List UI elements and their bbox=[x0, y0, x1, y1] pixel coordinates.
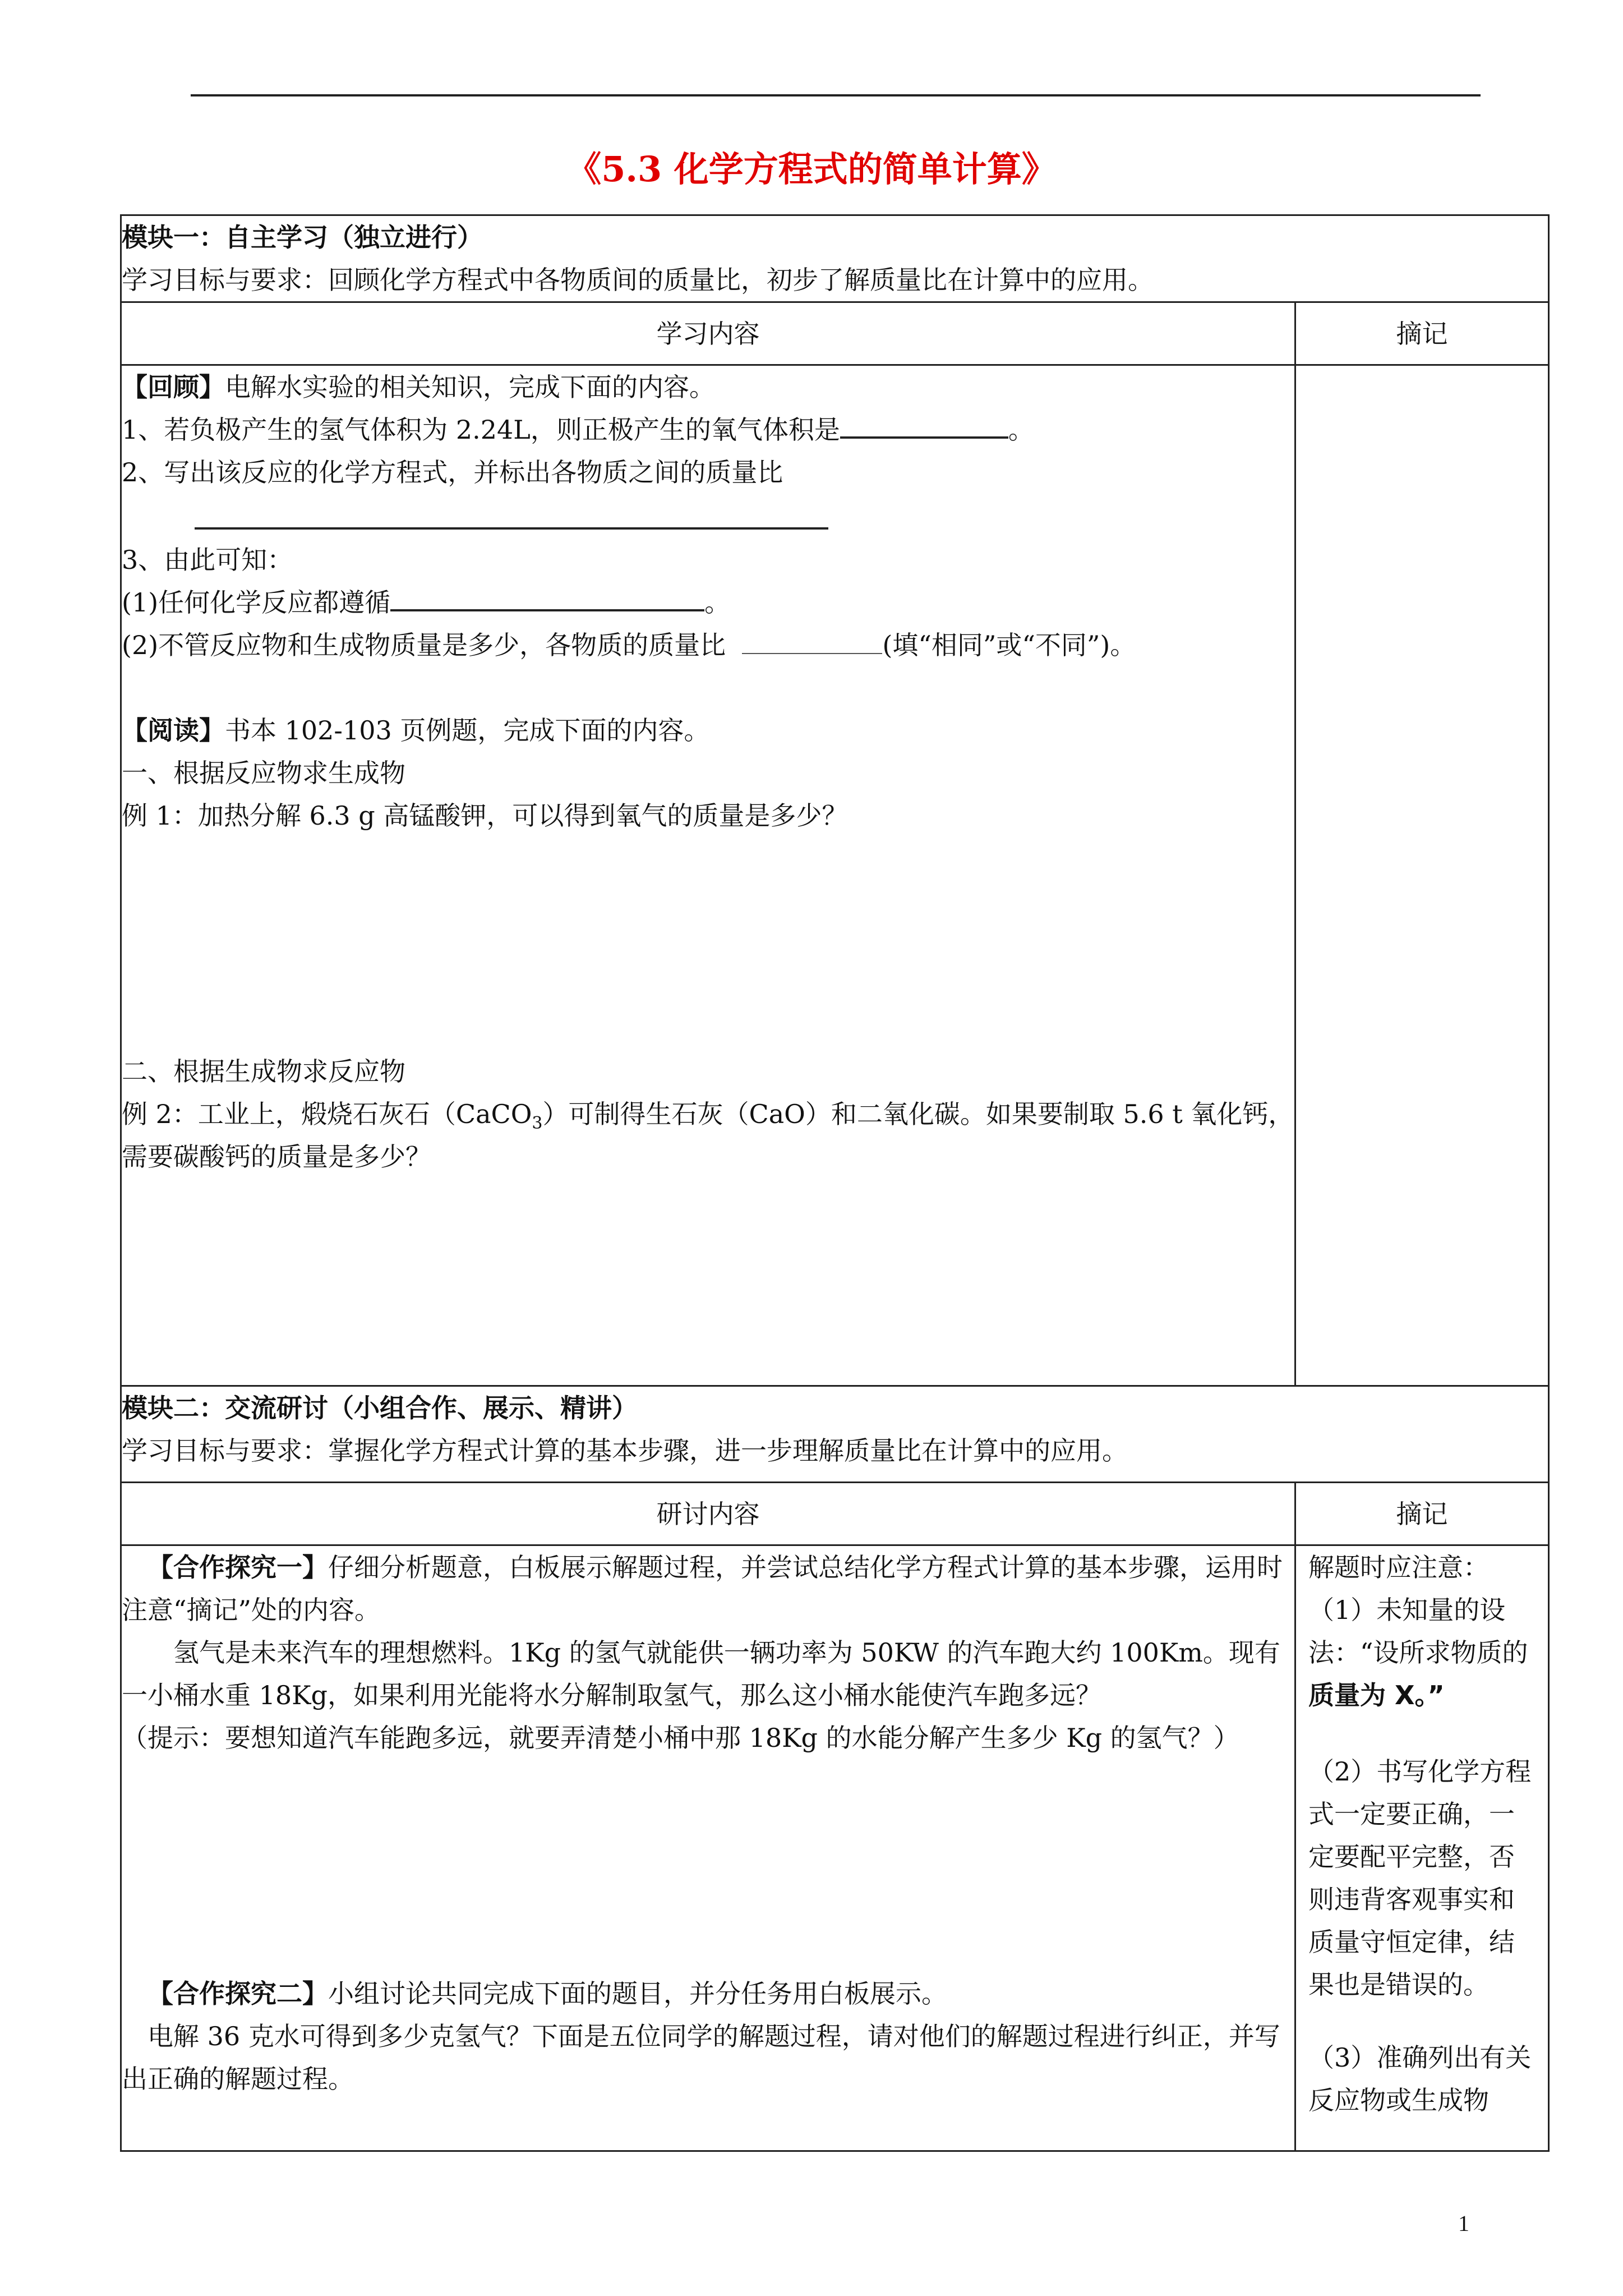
note-3: （3）准确列出有关反应物或生成物 bbox=[1308, 2042, 1532, 2115]
example-2: 例 2：工业上，煅烧石灰石（CaCO$_3$）可制得生石灰（CaO）和二氧化碳。如果要制取 5.6 t 氧化钙，需要碳酸钙的质量是多少？ bbox=[122, 1099, 1294, 1172]
review-label: 【回顾】 bbox=[122, 372, 225, 402]
read-label: 【阅读】 bbox=[122, 715, 225, 746]
module1-title: 模块一：自主学习（独立进行） bbox=[122, 222, 483, 252]
section-1-title: 一、根据反应物求生成物 bbox=[122, 758, 405, 788]
answer-blank-1[interactable] bbox=[840, 412, 1008, 439]
module1-content-header: 学习内容 bbox=[121, 302, 1295, 365]
coop1-label: 【合作探究一】 bbox=[147, 1552, 328, 1582]
question-3-1: (1)任何化学反应都遵循 bbox=[122, 587, 391, 618]
page-title: 《5.3 化学方程式的简单计算》 bbox=[566, 149, 1057, 190]
question-3-2: (2)不管反应物和生成物质量是多少，各物质的质量比 bbox=[122, 630, 726, 660]
coop2-text: 小组讨论共同完成下面的题目，并分任务用白板展示。 bbox=[328, 1978, 947, 2009]
answer-blank-3-1[interactable] bbox=[390, 585, 704, 611]
module2-notes-cell bbox=[1295, 1545, 1549, 2151]
question-2: 2、写出该反应的化学方程式，并标出各物质之间的质量比 bbox=[122, 457, 783, 487]
note-1-emphasis: 质量为 X。” bbox=[1308, 1680, 1445, 1710]
question-3-2-end: (填“相同”或“不同”)。 bbox=[882, 630, 1136, 660]
question-1-end: 。 bbox=[1008, 415, 1034, 445]
coop1-problem: 氢气是未来汽车的理想燃料。1Kg 的氢气就能供一辆功率为 50KW 的汽车跑大约 100Km。现有一小桶水重 18Kg，如果利用光能将水分解制取氢气，那么这小桶水能使汽车跑多远？ bbox=[122, 1637, 1280, 1710]
module1-header bbox=[121, 215, 1549, 302]
module2-content-cell bbox=[121, 1545, 1295, 2151]
question-1: 1、若负极产生的氢气体积为 2.24L，则正极产生的氧气体积是 bbox=[122, 415, 840, 445]
module2-content-header: 研讨内容 bbox=[121, 1483, 1295, 1545]
answer-blank-3-2[interactable] bbox=[742, 628, 882, 654]
coop2-problem: 电解 36 克水可得到多少克氢气？下面是五位同学的解题过程，请对他们的解题过程进行纠正，并写出正确的解题过程。 bbox=[122, 2021, 1280, 2094]
header-rule bbox=[191, 94, 1481, 96]
module1-notes-header: 摘记 bbox=[1295, 302, 1549, 365]
module2-goal: 学习目标与要求：掌握化学方程式计算的基本步骤，进一步理解质量比在计算中的应用。 bbox=[122, 1435, 1128, 1466]
coop1-hint: （提示：要想知道汽车能跑多远，就要弄清楚小桶中那 18Kg 的水能分解产生多少 Kg 的氢气？） bbox=[122, 1723, 1239, 1753]
note-1: （1）未知量的设法：“设所求物质的 bbox=[1308, 1595, 1528, 1668]
notes-head: 解题时应注意： bbox=[1308, 1552, 1489, 1582]
module2-notes-header: 摘记 bbox=[1295, 1483, 1549, 1545]
worksheet-table bbox=[120, 214, 1550, 2152]
example-1-workspace[interactable] bbox=[122, 837, 1294, 1050]
note-2: （2）书写化学方程式一定要正确，一定要配平完整，否则违背客观事实和质量守恒定律，结果也是错误的。 bbox=[1308, 1756, 1532, 2000]
page-number: 1 bbox=[1458, 2211, 1469, 2236]
module2-header bbox=[121, 1386, 1549, 1483]
module1-notes-cell[interactable] bbox=[1295, 365, 1549, 1386]
coop1-workspace[interactable] bbox=[122, 1759, 1294, 1972]
section-2-title: 二、根据生成物求反应物 bbox=[122, 1056, 405, 1087]
answer-line-equation[interactable] bbox=[195, 494, 828, 530]
module1-content-cell bbox=[121, 365, 1295, 1386]
module1-goal: 学习目标与要求：回顾化学方程式中各物质间的质量比，初步了解质量比在计算中的应用。 bbox=[122, 265, 1154, 295]
question-3: 3、由此可知： bbox=[122, 545, 293, 575]
read-text: 书本 102-103 页例题，完成下面的内容。 bbox=[225, 715, 710, 746]
coop2-label: 【合作探究二】 bbox=[147, 1978, 328, 2009]
review-text: 电解水实验的相关知识，完成下面的内容。 bbox=[225, 372, 715, 402]
example-1: 例 1：加热分解 6.3 g 高锰酸钾，可以得到氧气的质量是多少？ bbox=[122, 800, 848, 831]
module2-title: 模块二：交流研讨（小组合作、展示、精讲） bbox=[122, 1393, 638, 1423]
coop1-text: 仔细分析题意，白板展示解题过程，并尝试总结化学方程式计算的基本步骤，运用时注意“摘记”处的内容。 bbox=[122, 1552, 1283, 1625]
question-3-1-end: 。 bbox=[704, 587, 731, 618]
